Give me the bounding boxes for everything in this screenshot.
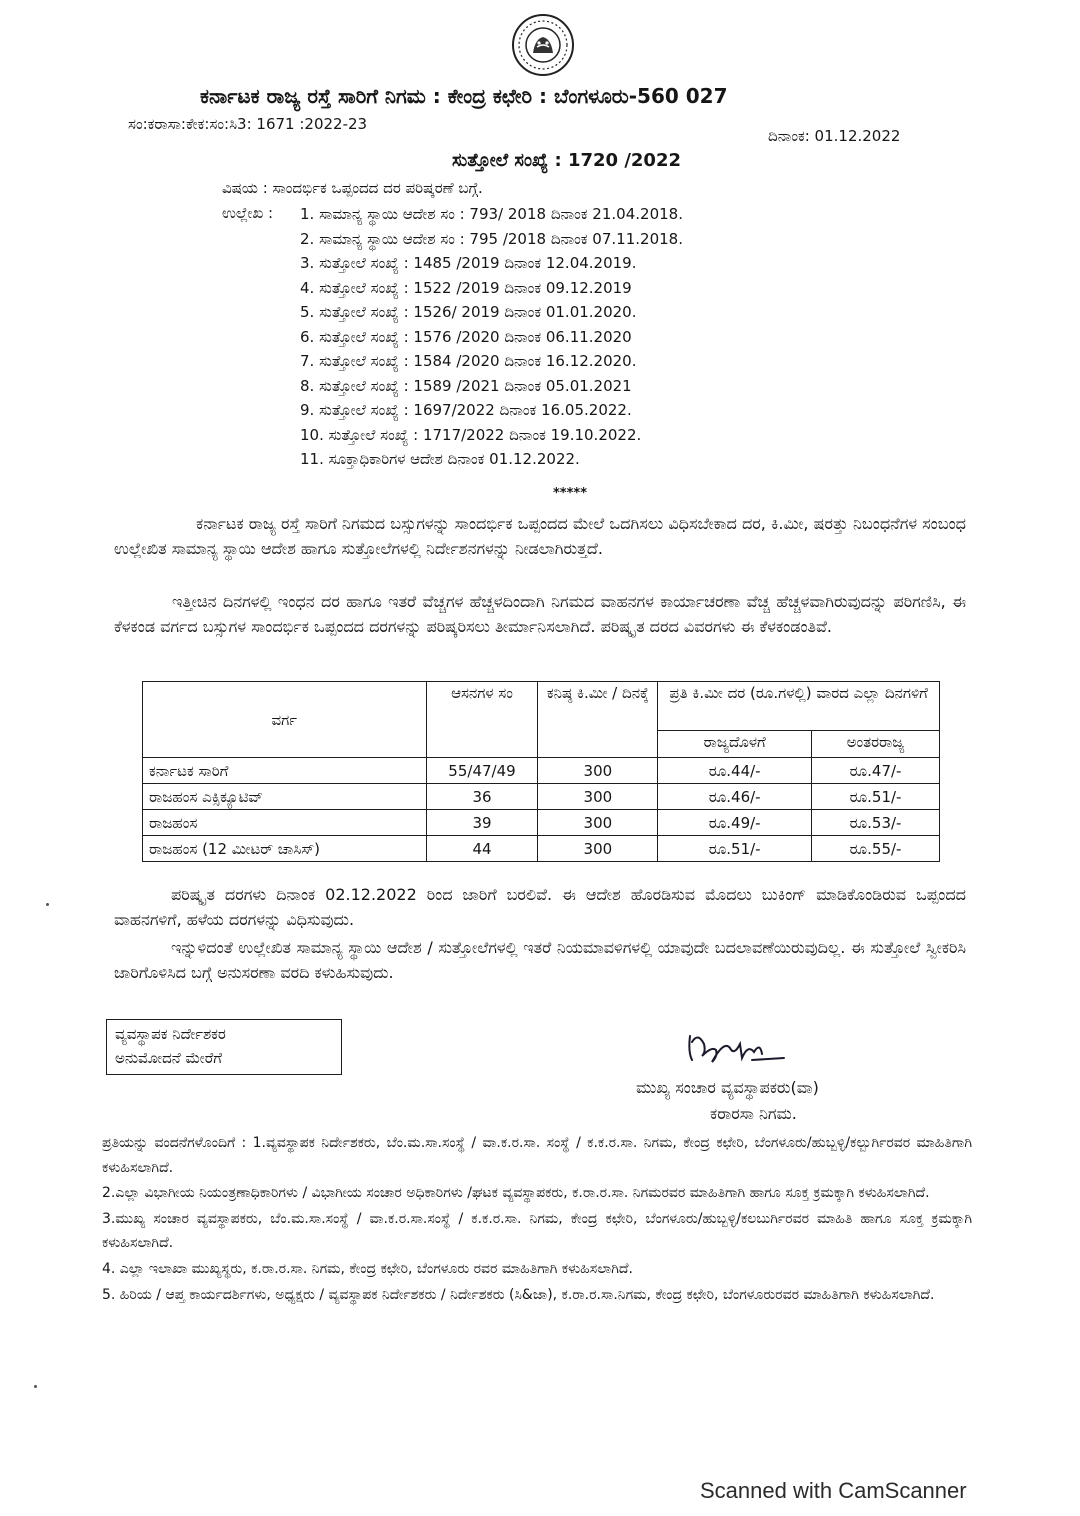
table-row	[143, 784, 940, 810]
cell-category: ಕರ್ನಾಟಕ ಸಾರಿಗೆ	[143, 758, 427, 784]
copies-distribution	[102, 1131, 972, 1308]
cell-min-km: 300	[538, 758, 658, 784]
cell-intrastate: ರೂ.46/-	[658, 784, 812, 810]
header-seats: ಆಸನಗಳ ಸಂ	[426, 682, 538, 758]
reference-item: 7. ಸುತ್ತೋಲೆ ಸಂಖ್ಯೆ : 1584 /2020 ದಿನಾಂಕ 16.12.2020.	[300, 352, 637, 370]
approval-line-1: ವ್ಯವಸ್ಥಾಪಕ ನಿರ್ದೇಶಕರ	[115, 1025, 226, 1043]
reference-item: 2. ಸಾಮಾನ್ಯ ಸ್ಥಾಯಿ ಆದೇಶ ಸಂ : 795 /2018 ದಿನಾಂಕ 07.11.2018.	[300, 229, 683, 248]
cell-category: ರಾಜಹಂಸ	[143, 810, 427, 836]
copy-item: 4. ಎಲ್ಲಾ ಇಲಾಖಾ ಮುಖ್ಯಸ್ಥರು, ಕ.ರಾ.ರ.ಸಾ. ನಿಗಮ, ಕೇಂದ್ರ ಕಛೇರಿ, ಬೆಂಗಳೂರು ರವರ ಮಾಹಿತಿಗಾಗಿ ಕಳುಹಿಸಲಾಗಿದೆ.	[102, 1260, 633, 1277]
body-paragraph-4: ಇನ್ನುಳಿದಂತೆ ಉಲ್ಲೇಖಿತ ಸಾಮಾನ್ಯ ಸ್ಥಾಯಿ ಆದೇಶ / ಸುತ್ತೋಲೆಗಳಲ್ಲಿ ಇತರೆ ನಿಯಮಾವಳಿಗಳಲ್ಲಿ ಯಾವುದೇ ಬದಲಾವಣೆಯಿರುವುದಿಲ್ಲ. ಈ ಸುತ್ತೋಲೆ ಸ್ವೀಕರಿಸಿ ಜಾರಿಗೊಳಿಸಿದ ಬಗ್ಗೆ ಅನುಸರಣಾ ವರದಿ ಕಳುಹಿಸುವುದು.	[114, 938, 966, 982]
reference-item: 11. ಸೂಕ್ತಾಧಿಕಾರಿಗಳ ಆದೇಶ ದಿನಾಂಕ 01.12.2022.	[300, 450, 580, 468]
copy-item: ಪ್ರತಿಯನ್ನು ವಂದನೆಗಳೊಂದಿಗೆ : 1.ವ್ಯವಸ್ಥಾಪಕ ನಿರ್ದೇಶಕರು, ಬೆಂ.ಮ.ಸಾ.ಸಂಸ್ಥೆ / ವಾ.ಕ.ರ.ಸಾ. ಸಂಸ್ಥೆ / ಕ.ಕ.ರ.ಸಾ. ನಿಗಮ, ಕೇಂದ್ರ ಕಛೇರಿ, ಬೆಂಗಳೂರು/ಹುಬ್ಬಳ್ಳಿ/ಕಲ್ಬುರ್ಗಿರವರ ಮಾಹಿತಿಗಾಗಿ ಕಳುಹಿಸಲಾಗಿದೆ.	[102, 1135, 972, 1176]
separator-stars: *****	[553, 486, 587, 501]
cell-intrastate: ರೂ.44/-	[658, 758, 812, 784]
signatory-organization: ಕರಾರಸಾ ನಿಗಮ.	[710, 1104, 797, 1123]
approval-line-2: ಅನುಮೋದನೆ ಮೇರೆಗೆ	[115, 1049, 222, 1067]
copy-item: 5. ಹಿರಿಯ / ಆಪ್ತ ಕಾರ್ಯದರ್ಶಿಗಳು, ಅಧ್ಯಕ್ಷರು / ವ್ಯವಸ್ಥಾಪಕ ನಿರ್ದೇಶಕರು / ನಿರ್ದೇಶಕರು (ಸಿ&ಜಾ), ಕ.ರಾ.ರ.ಸಾ.ನಿಗಮ, ಕೇಂದ್ರ ಕಛೇರಿ, ಬೆಂಗಳೂರುರವರ ಮಾಹಿತಿಗಾಗಿ ಕಳುಹಿಸಲಾಗಿದೆ.	[102, 1286, 935, 1303]
cell-interstate: ರೂ.53/-	[812, 810, 940, 836]
reference-item: 8. ಸುತ್ತೋಲೆ ಸಂಖ್ಯೆ : 1589 /2021 ದಿನಾಂಕ 05.01.2021	[300, 376, 632, 395]
signature-icon	[682, 1022, 792, 1070]
reference-item: 9. ಸುತ್ತೋಲೆ ಸಂಖ್ಯೆ : 1697/2022 ದಿನಾಂಕ 16.05.2022.	[300, 401, 632, 419]
references-list	[300, 203, 683, 473]
cell-intrastate: ರೂ.51/-	[658, 836, 812, 862]
reference-number: ಸಂ:ಕರಾಸಾ:ಕೇಕ:ಸಂ:ಸಿ3: 1671 :2022-23	[128, 115, 368, 133]
cell-seats: 39	[426, 810, 538, 836]
cell-seats: 55/47/49	[426, 758, 538, 784]
reference-item: 10. ಸುತ್ತೋಲೆ ಸಂಖ್ಯೆ : 1717/2022 ದಿನಾಂಕ 19.10.2022.	[300, 425, 642, 444]
references-label: ಉಲ್ಲೇಖ :	[222, 204, 274, 222]
table-row	[143, 810, 940, 836]
subject-line: ವಿಷಯ : ಸಾಂದರ್ಭಿಕ ಒಪ್ಪಂದದ ದರ ಪರಿಷ್ಕರಣೆ ಬಗ್ಗೆ.	[222, 179, 483, 197]
header-interstate: ಅಂತರರಾಜ್ಯ	[812, 731, 940, 758]
table-row	[143, 836, 940, 862]
scan-speck	[46, 903, 49, 906]
document-date: ದಿನಾಂಕ: 01.12.2022	[768, 127, 901, 145]
body-paragraph-1: ಕರ್ನಾಟಕ ರಾಜ್ಯ ರಸ್ತೆ ಸಾರಿಗೆ ನಿಗಮದ ಬಸ್ಸುಗಳನ್ನು ಸಾಂದರ್ಭಿಕ ಒಪ್ಪಂದದ ಮೇಲೆ ಒದಗಿಸಲು ವಿಧಿಸಬೇಕಾದ ದರ, ಕಿ.ಮೀ, ಷರತ್ತು ನಿಬಂಧನೆಗಳ ಸಂಬಂಧ ಉಲ್ಲೇಖಿತ ಸಾಮಾನ್ಯ ಸ್ಥಾಯಿ ಆದೇಶ ಹಾಗೂ ಸುತ್ತೋಲೆಗಳಲ್ಲಿ ನಿರ್ದೇಶನಗಳನ್ನು ನೀಡಲಾಗಿರುತ್ತದೆ.	[114, 514, 966, 558]
header-intrastate: ರಾಜ್ಯದೊಳಗೆ	[658, 731, 812, 758]
body-paragraph-3: ಪರಿಷ್ಕೃತ ದರಗಳು ದಿನಾಂಕ 02.12.2022 ರಿಂದ ಜಾರಿಗೆ ಬರಲಿವೆ. ಈ ಆದೇಶ ಹೊರಡಿಸುವ ಮೊದಲು ಬುಕಿಂಗ್ ಮಾಡಿಕೊಂಡಿರುವ ಒಪ್ಪಂದದ ವಾಹನಗಳಿಗೆ, ಹಳೆಯ ದರಗಳನ್ನು ವಿಧಿಸುವುದು.	[114, 885, 966, 929]
cell-min-km: 300	[538, 810, 658, 836]
cell-category: ರಾಜಹಂಸ (12 ಮೀಟರ್ ಚಾಸಿಸ್)	[143, 836, 427, 862]
table-row	[143, 758, 940, 784]
copy-item: 3.ಮುಖ್ಯ ಸಂಚಾರ ವ್ಯವಸ್ಥಾಪಕರು, ಬೆಂ.ಮ.ಸಾ.ಸಂಸ್ಥೆ / ವಾ.ಕ.ರ.ಸಾ.ಸಂಸ್ಥೆ / ಕ.ಕ.ರ.ಸಾ. ನಿಗಮ, ಕೇಂದ್ರ ಕಛೇರಿ, ಬೆಂಗಳೂರು/ಹುಬ್ಬಳ್ಳಿ/ಕಲಬುರ್ಗಿರವರ ಮಾಹಿತಿ ಹಾಗೂ ಸೂಕ್ತ ಕ್ರಮಕ್ಕಾಗಿ ಕಳುಹಿಸಲಾಗಿದೆ.	[102, 1210, 972, 1252]
header-min-km: ಕನಿಷ್ಠ ಕಿ.ಮೀ / ದಿನಕ್ಕೆ	[538, 682, 658, 758]
reference-item: 1. ಸಾಮಾನ್ಯ ಸ್ಥಾಯಿ ಆದೇಶ ಸಂ : 793/ 2018 ದಿನಾಂಕ 21.04.2018.	[300, 205, 683, 223]
cell-seats: 44	[426, 836, 538, 862]
header-category: ವರ್ಗ	[143, 682, 427, 758]
cell-interstate: ರೂ.55/-	[812, 836, 940, 862]
cell-category: ರಾಜಹಂಸ ಎಕ್ಸಿಕ್ಯೂಟಿವ್	[143, 784, 427, 810]
camscanner-watermark: Scanned with CamScanner	[700, 1478, 967, 1503]
reference-item: 6. ಸುತ್ತೋಲೆ ಸಂಖ್ಯೆ : 1576 /2020 ದಿನಾಂಕ 06.11.2020	[300, 327, 632, 346]
cell-interstate: ರೂ.51/-	[812, 784, 940, 810]
organization-heading: ಕರ್ನಾಟಕ ರಾಜ್ಯ ರಸ್ತೆ ಸಾರಿಗೆ ನಿಗಮ : ಕೇಂದ್ರ ಕಛೇರಿ : ಬೆಂಗಳೂರು-560 027	[200, 84, 728, 108]
revised-rates-table	[142, 681, 940, 862]
reference-item: 4. ಸುತ್ತೋಲೆ ಸಂಖ್ಯೆ : 1522 /2019 ದಿನಾಂಕ 09.12.2019	[300, 278, 632, 297]
body-paragraph-2: ಇತ್ತೀಚಿನ ದಿನಗಳಲ್ಲಿ ಇಂಧನ ದರ ಹಾಗೂ ಇತರೆ ವೆಚ್ಚಗಳ ಹೆಚ್ಚಳದಿಂದಾಗಿ ನಿಗಮದ ವಾಹನಗಳ ಕಾರ್ಯಾಚರಣಾ ವೆಚ್ಚ ಹೆಚ್ಚಳವಾಗಿರುವುದನ್ನು ಪರಿಗಣಿಸಿ, ಈ ಕೆಳಕಂಡ ವರ್ಗದ ಬಸ್ಸುಗಳ ಸಾಂದರ್ಭಿಕ ಒಪ್ಪಂದದ ದರಗಳನ್ನು ಪರಿಷ್ಕರಿಸಲು ತೀರ್ಮಾನಿಸಲಾಗಿದೆ. ಪರಿಷ್ಕೃತ ದರದ ವಿವರಗಳು ಈ ಕೆಳಕಂಡಂತಿವೆ.	[114, 592, 966, 636]
reference-item: 5. ಸುತ್ತೋಲೆ ಸಂಖ್ಯೆ : 1526/ 2019 ದಿನಾಂಕ 01.01.2020.	[300, 303, 637, 321]
cell-min-km: 300	[538, 836, 658, 862]
reference-item: 3. ಸುತ್ತೋಲೆ ಸಂಖ್ಯೆ : 1485 /2019 ದಿನಾಂಕ 12.04.2019.	[300, 254, 637, 272]
cell-seats: 36	[426, 784, 538, 810]
signatory-title: ಮುಖ್ಯ ಸಂಚಾರ ವ್ಯವಸ್ಥಾಪಕರು(ವಾ)	[636, 1078, 819, 1097]
cell-intrastate: ರೂ.49/-	[658, 810, 812, 836]
ksrtc-emblem-icon	[511, 13, 575, 77]
header-rate: ಪ್ರತಿ ಕಿ.ಮೀ ದರ (ರೂ.ಗಳಲ್ಲಿ) ವಾರದ ಎಲ್ಲಾ ದಿನಗಳಿಗೆ	[658, 682, 940, 731]
circular-number: ಸುತ್ತೋಲೆ ಸಂಖ್ಯೆ : 1720 /2022	[452, 150, 681, 171]
copy-item: 2.ಎಲ್ಲಾ ವಿಭಾಗೀಯ ನಿಯಂತ್ರಣಾಧಿಕಾರಿಗಳು / ವಿಭಾಗೀಯ ಸಂಚಾರ ಅಧಿಕಾರಿಗಳು /ಘಟಕ ವ್ಯವಸ್ಥಾಪಕರು, ಕ.ರಾ.ರ.ಸಾ. ನಿಗಮರವರ ಮಾಹಿತಿಗಾಗಿ ಹಾಗೂ ಸೂಕ್ತ ಕ್ರಮಕ್ಕಾಗಿ ಕಳುಹಿಸಲಾಗಿದೆ.	[102, 1185, 930, 1202]
cell-min-km: 300	[538, 784, 658, 810]
approval-box	[106, 1019, 342, 1075]
cell-interstate: ರೂ.47/-	[812, 758, 940, 784]
scan-speck	[34, 1385, 37, 1388]
